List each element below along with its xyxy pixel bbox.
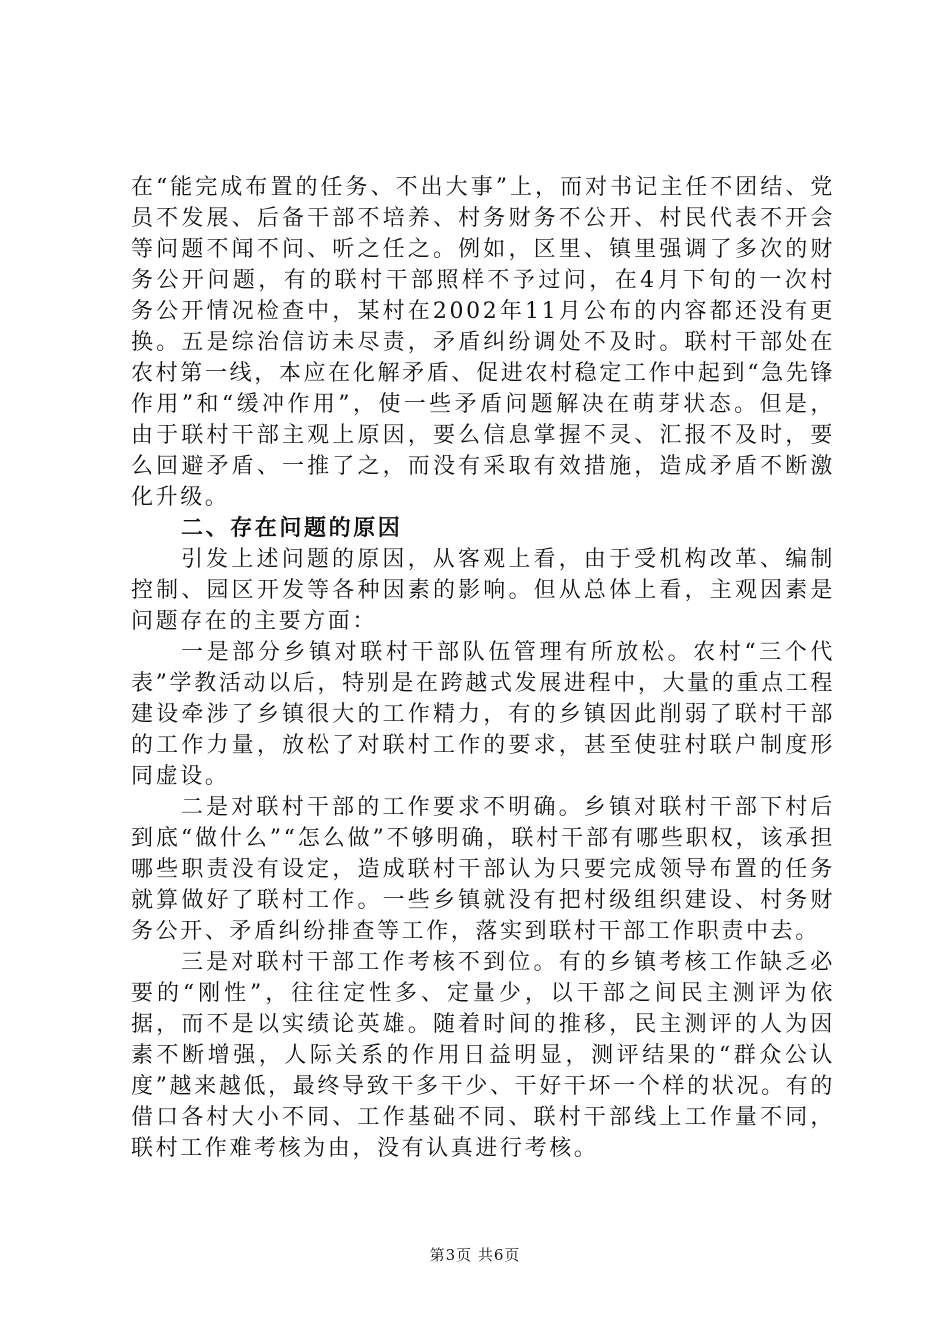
paragraph-cause-three: 三是对联村干部工作考核不到位。有的乡镇考核工作缺乏必要的“刚性”，往往定性多、定量少，以干部之间民主测评为依据，而不是以实绩论英雄。随着时间的推移，民主测评的人为因素不断增强，人际关系的作用日益明显，测评结果的“群众公认度”越来越低，最终导致干多干少、干好干坏一个样的状况。有的借口各村大小不同、工作基础不同、联村干部线上工作量不同，联村工作难考核为由，没有认真进行考核。 — [131, 950, 835, 1161]
document-body — [131, 172, 835, 1164]
page-number-footer: 第3页 共6页 — [429, 1246, 521, 1264]
paragraph-causes-intro: 引发上述问题的原因，从客观上看，由于受机构改革、编制控制、园区开发等各种因素的影响。但从总体上看，主观因素是问题存在的主要方面： — [131, 547, 835, 634]
section-heading: 二、存在问题的原因 — [181, 516, 403, 541]
paragraph-cause-one: 一是部分乡镇对联村干部队伍管理有所放松。农村“三个代表”学教活动以后，特别是在跨越式发展进程中，大量的重点工程建设牵涉了乡镇很大的工作精力，有的乡镇因此削弱了联村干部的工作力量，放松了对联村工作的要求，甚至使驻村联户制度形同虚设。 — [131, 640, 835, 789]
paragraph-cause-two: 二是对联村干部的工作要求不明确。乡镇对联村干部下村后到底“做什么”“怎么做”不够明确，联村干部有哪些职权，该承担哪些职责没有设定，造成联村干部认为只要完成领导布置的任务就算做好了联村工作。一些乡镇就没有把村级组织建设、村务财务公开、矛盾纠纷排查等工作，落实到联村干部工作职责中去。 — [131, 795, 835, 944]
paragraph-continuation: 在“能完成布置的任务、不出大事”上，而对书记主任不团结、党员不发展、后备干部不培养、村务财务不公开、村民代表不开会等问题不闻不问、听之任之。例如，区里、镇里强调了多次的财务公开问题，有的联村干部照样不予过问，在4月下旬的一次村务公开情况检查中，某村在2002年11月公布的内容都还没有更换。五是综治信访未尽责，矛盾纠纷调处不及时。联村干部处在农村第一线，本应在化解矛盾、促进农村稳定工作中起到“急先锋作用”和“缓冲作用”，使一些矛盾问题解决在萌芽状态。但是，由于联村干部主观上原因，要么信息掌握不灵、汇报不及时，要么回避矛盾、一推了之，而没有采取有效措施，造成矛盾不断激化升级。 — [131, 175, 835, 510]
